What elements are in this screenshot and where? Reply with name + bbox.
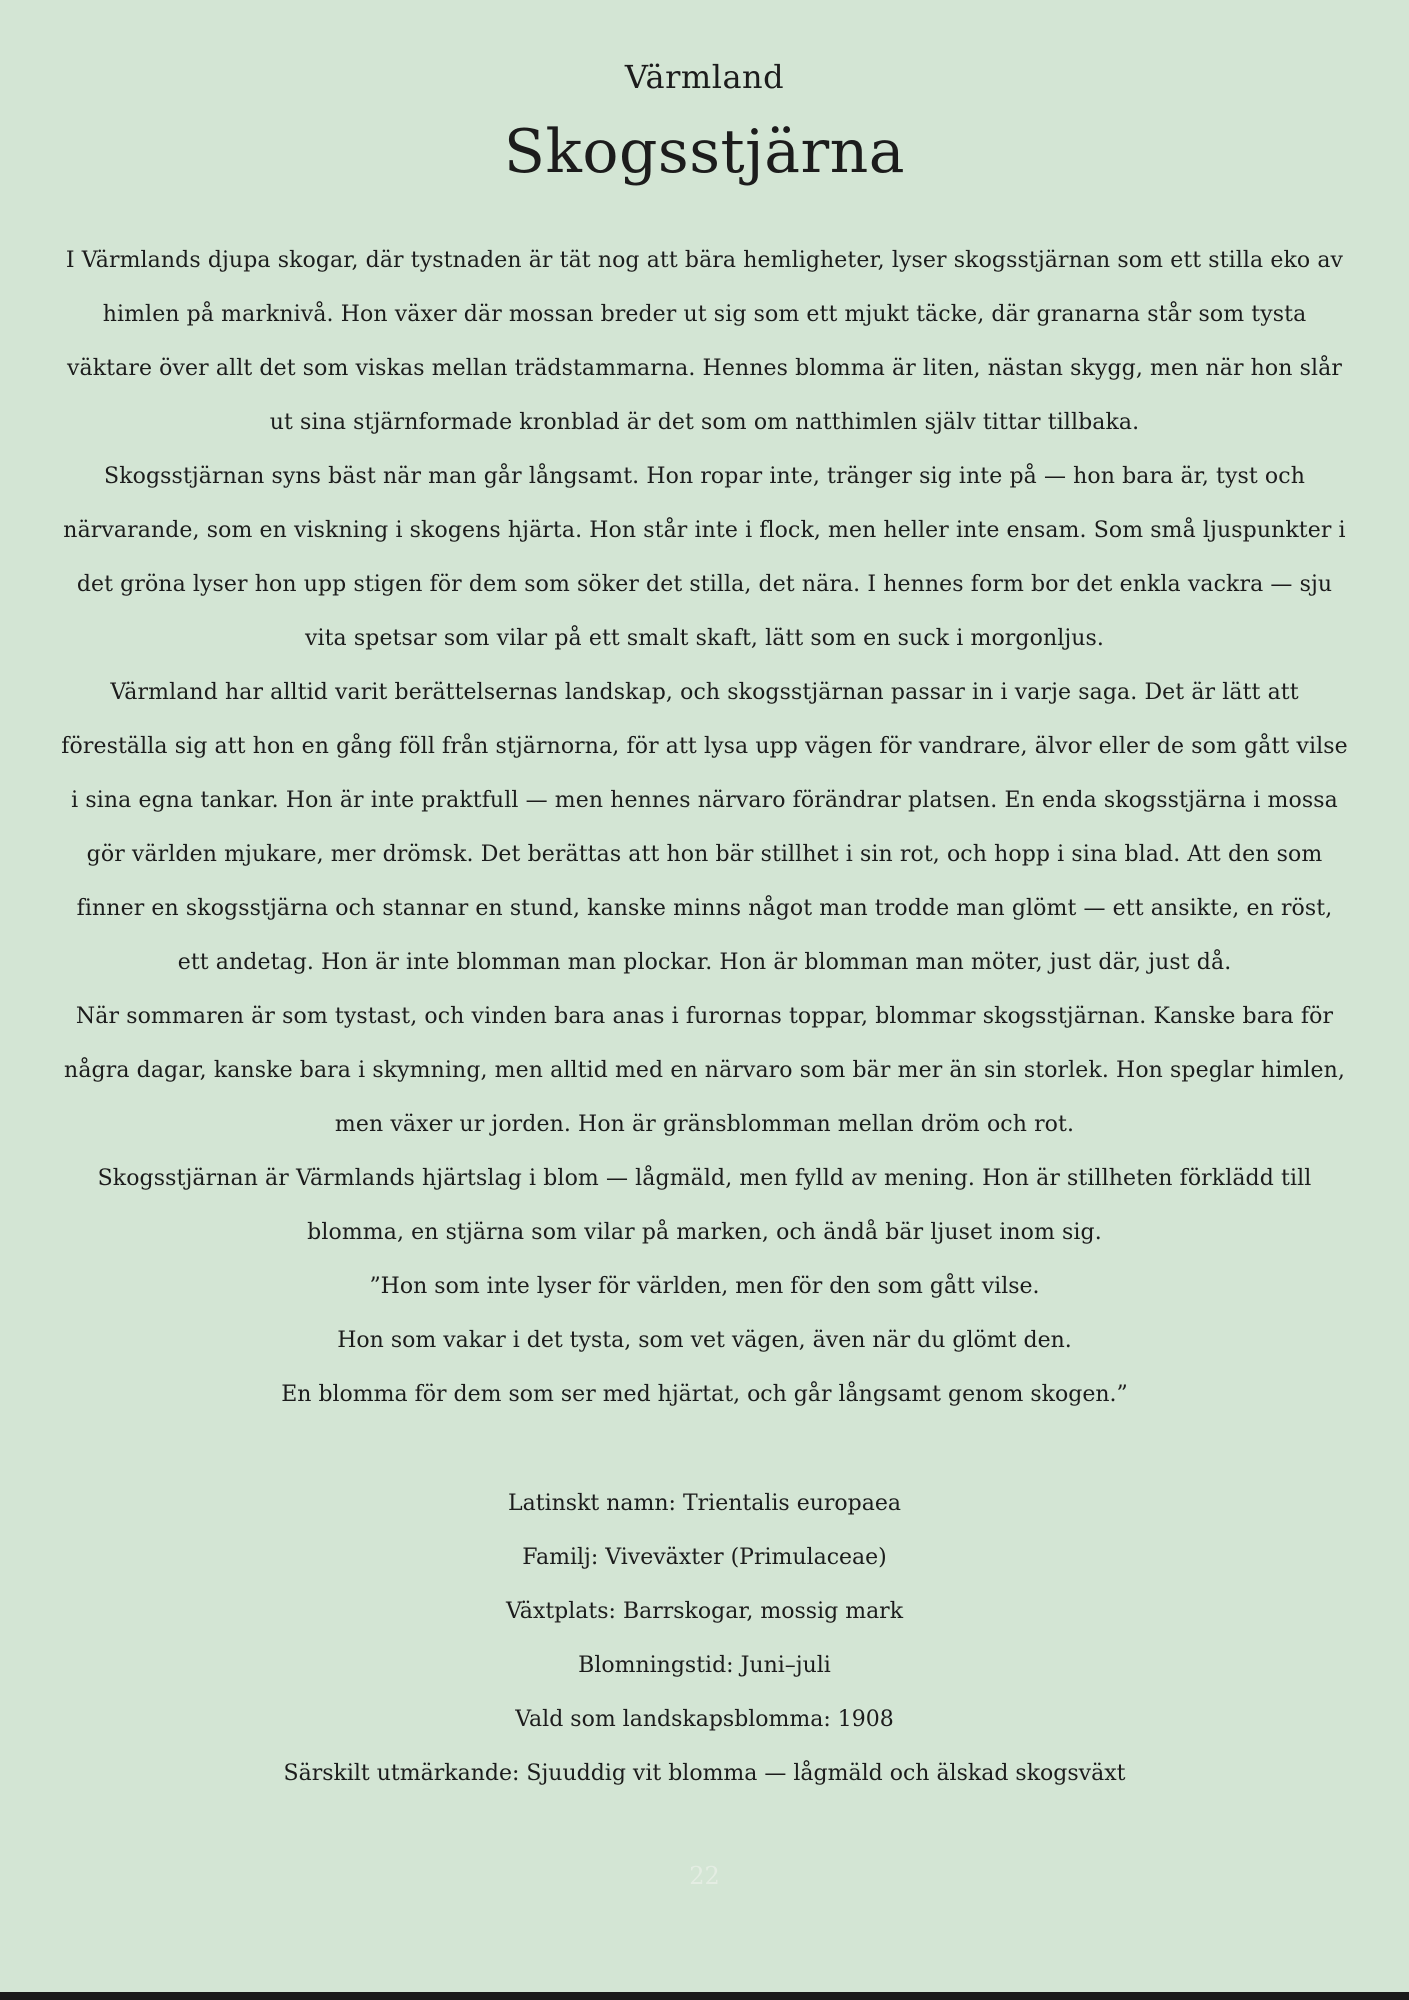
paragraph: Skogsstjärnan är Värmlands hjärtslag i blom — lågmäld, men fylld av mening. Hon är stillheten förklädd till blomma, en stjärna som vilar på marken, och ändå bär ljuset inom sig.	[97, 1166, 1312, 1245]
poem-line: Hon som vakar i det tysta, som vet vägen, även när du glömt den.	[337, 1328, 1072, 1353]
fact-latin-name: Latinskt namn: Trientalis europaea	[508, 1491, 901, 1516]
page-title: Skogsstjärna	[503, 117, 906, 187]
paragraph: Skogsstjärnan syns bäst när man går långsamt. Hon ropar inte, tränger sig inte på — hon bara är, tyst och närvarande, som en viskning i skogens hjärta. Hon står inte i flock, men heller inte ensam. Som små ljuspunkter i det gröna lyser hon upp stigen för dem som söker det stilla, det nära. I hennes form bor det enkla vackra — sju vita spetsar som vilar på ett smalt skaft, lätt som en suck i morgonljus.	[63, 464, 1346, 651]
poem-quote	[60, 1260, 1349, 1422]
fact-bloom-time: Blomningstid: Juni–juli	[578, 1653, 831, 1678]
facts-list	[60, 1477, 1349, 1801]
body-text	[60, 234, 1349, 1260]
fact-chosen-year: Vald som landskapsblomma: 1908	[515, 1707, 894, 1732]
fact-family: Familj: Viveväxter (Primulaceae)	[522, 1545, 887, 1570]
paragraph: I Värmlands djupa skogar, där tystnaden är tät nog att bära hemligheter, lyser skogsstjärnan som ett stilla eko av himlen på marknivå. Hon växer där mossan breder ut sig som ett mjukt täcke, där granarna står som tysta väktare över allt det som viskas mellan trädstammarna. Hennes blomma är liten, nästan skygg, men när hon slår ut sina stjärnformade kronblad är det som om natthimlen själv tittar tillbaka.	[65, 248, 1344, 435]
fact-distinctive: Särskilt utmärkande: Sjuuddig vit blomma — lågmäld och älskad skogsväxt	[283, 1761, 1126, 1786]
bottom-border	[0, 1992, 1409, 2000]
fact-habitat: Växtplats: Barrskogar, mossig mark	[505, 1599, 904, 1624]
page-number: 22	[689, 1862, 720, 1890]
poem-line: ”Hon som inte lyser för världen, men för den som gått vilse.	[369, 1274, 1040, 1299]
poem-line: En blomma för dem som ser med hjärtat, och går långsamt genom skogen.”	[281, 1382, 1128, 1407]
paragraph: Värmland har alltid varit berättelsernas landskap, och skogsstjärnan passar in i varje saga. Det är lätt att föreställa sig att hon en gång föll från stjärnorna, för att lysa upp vägen för vandrare, älvor eller de som gått vilse i sina egna tankar. Hon är inte praktfull — men hennes närvaro förändrar platsen. En enda skogsstjärna i mossa gör världen mjukare, mer drömsk. Det berättas att hon bär stillhet i sin rot, och hopp i sina blad. Att den som finner en skogsstjärna och stannar en stund, kanske minns något man trodde man glömt — ett ansikte, en röst, ett andetag. Hon är inte blomman man plockar. Hon är blomman man möter, just där, just då.	[61, 680, 1348, 975]
paragraph: När sommaren är som tystast, och vinden bara anas i furornas toppar, blommar skogsstjärnan. Kanske bara för några dagar, kanske bara i skymning, men alltid med en närvaro som bär mer än sin storlek. Hon speglar himlen, men växer ur jorden. Hon är gränsblomman mellan dröm och rot.	[64, 1004, 1345, 1137]
region-heading: Värmland	[624, 58, 785, 96]
